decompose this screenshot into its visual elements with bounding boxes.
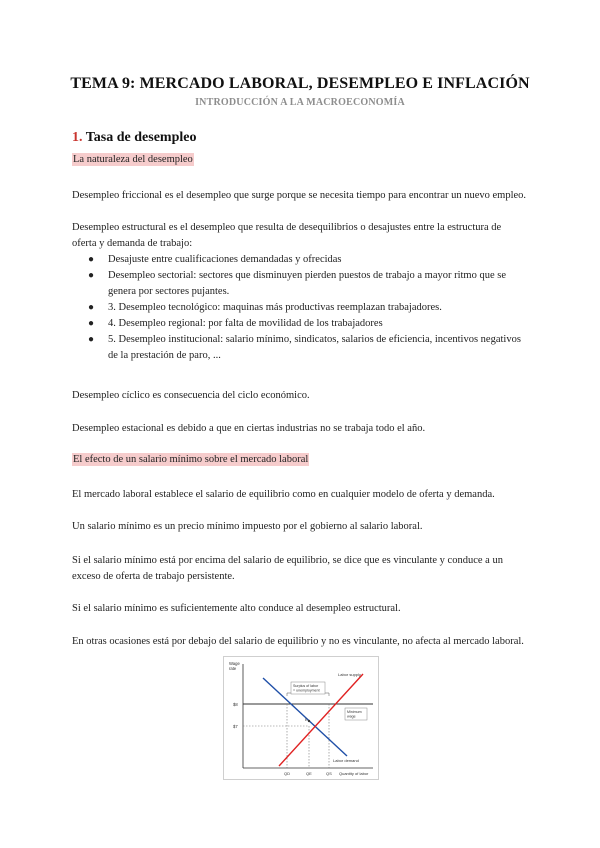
highlight-naturaleza: La naturaleza del desempleo (73, 154, 193, 165)
equilibrium-point (308, 720, 310, 722)
y-axis-label-1: Wage (229, 661, 240, 666)
section-heading (72, 130, 196, 146)
section-number: 1. (72, 130, 83, 145)
supply-label: Labor supply (338, 672, 361, 677)
qs-tick: QS (326, 771, 332, 776)
list-item (72, 252, 532, 268)
list-item (72, 332, 532, 364)
minimum-wage-diagram (223, 656, 379, 780)
bullet-dot-icon: ● (88, 318, 95, 329)
bullet-dot-icon: ● (88, 334, 95, 345)
document-title: TEMA 9: MERCADO LABORAL, DESEMPLEO E INFLACIÓN (70, 75, 530, 92)
list-item (72, 268, 532, 300)
demand-label: Labor demand (333, 758, 359, 763)
bullet-dot-icon: ● (88, 270, 95, 281)
list-item-text: 5. Desempleo institucional: salario mínimo, sindicatos, salarios de eficiencia, incentivos negativos de la prestación de paro, ... (108, 334, 521, 361)
qe-tick: QE (306, 771, 312, 776)
bullet-list (72, 252, 532, 364)
y-axis-label-2: rate (229, 666, 237, 671)
list-item (72, 300, 532, 316)
paragraph-estacional: Desempleo estacional es debido a que en ciertas industrias no se trabaja todo el año. (72, 423, 426, 434)
highlight-salario-minimo: El efecto de un salario mínimo sobre el mercado laboral (73, 454, 309, 465)
bullet-dot-icon: ● (88, 302, 95, 313)
paragraph-otras: En otras ocasiones está por debajo del salario de equilibrio y no es vinculante, no afecta al mercado laboral. (72, 636, 524, 647)
document-subtitle: INTRODUCCIÓN A LA MACROECONOMÍA (195, 97, 405, 108)
list-item-text: Desempleo sectorial: sectores que disminuyen pierden puestos de trabajo a mayor ritmo que se genera por sectores pujantes. (108, 270, 507, 297)
min-wage-box-text-1: Minimum (347, 710, 362, 714)
equilibrium-label: E (305, 717, 308, 722)
x-axis-label: Quantity of labor (339, 771, 369, 776)
section-title: Tasa de desempleo (85, 130, 197, 145)
list-item-text: 3. Desempleo tecnológico: maquinas más productivas reemplazan trabajadores. (108, 302, 442, 313)
paragraph-salario-minimo: Un salario mínimo es un precio mínimo impuesto por el gobierno al salario laboral. (72, 521, 423, 532)
min-wage-tick: $8 (233, 702, 238, 707)
paragraph-estructural: Desempleo estructural es el desempleo que resulta de desequilibrios o desajustes entre la estructura de oferta y demanda de trabajo: (72, 222, 502, 249)
qd-tick: QD (284, 771, 290, 776)
eq-wage-tick: $7 (233, 724, 238, 729)
paragraph-ciclico: Desempleo cíclico es consecuencia del ciclo económico. (72, 390, 310, 401)
paragraph-friccional: Desempleo friccional es el desempleo que surge porque se necesita tiempo para encontrar un nuevo empleo. (72, 190, 527, 201)
paragraph-vinculante: Si el salario mínimo está por encima del salario de equilibrio, se dice que es vinculante y conduce a un exceso de oferta de trabajo persistente. (72, 555, 503, 582)
min-wage-box-text-2: wage (347, 714, 356, 719)
surplus-box-text-1: Surplus of labor (293, 684, 319, 688)
list-item-text: 4. Desempleo regional: por falta de movilidad de los trabajadores (108, 318, 383, 329)
bullet-dot-icon: ● (88, 254, 95, 265)
list-item (72, 316, 532, 332)
paragraph-alto: Si el salario mínimo es suficientemente alto conduce al desempleo estructural. (72, 603, 401, 614)
list-item-text: Desajuste entre cualificaciones demandadas y ofrecidas (108, 254, 342, 265)
paragraph-mercado: El mercado laboral establece el salario de equilibrio como en cualquier modelo de oferta y demanda. (72, 489, 495, 500)
surplus-box-text-2: = unemployment (293, 688, 320, 693)
